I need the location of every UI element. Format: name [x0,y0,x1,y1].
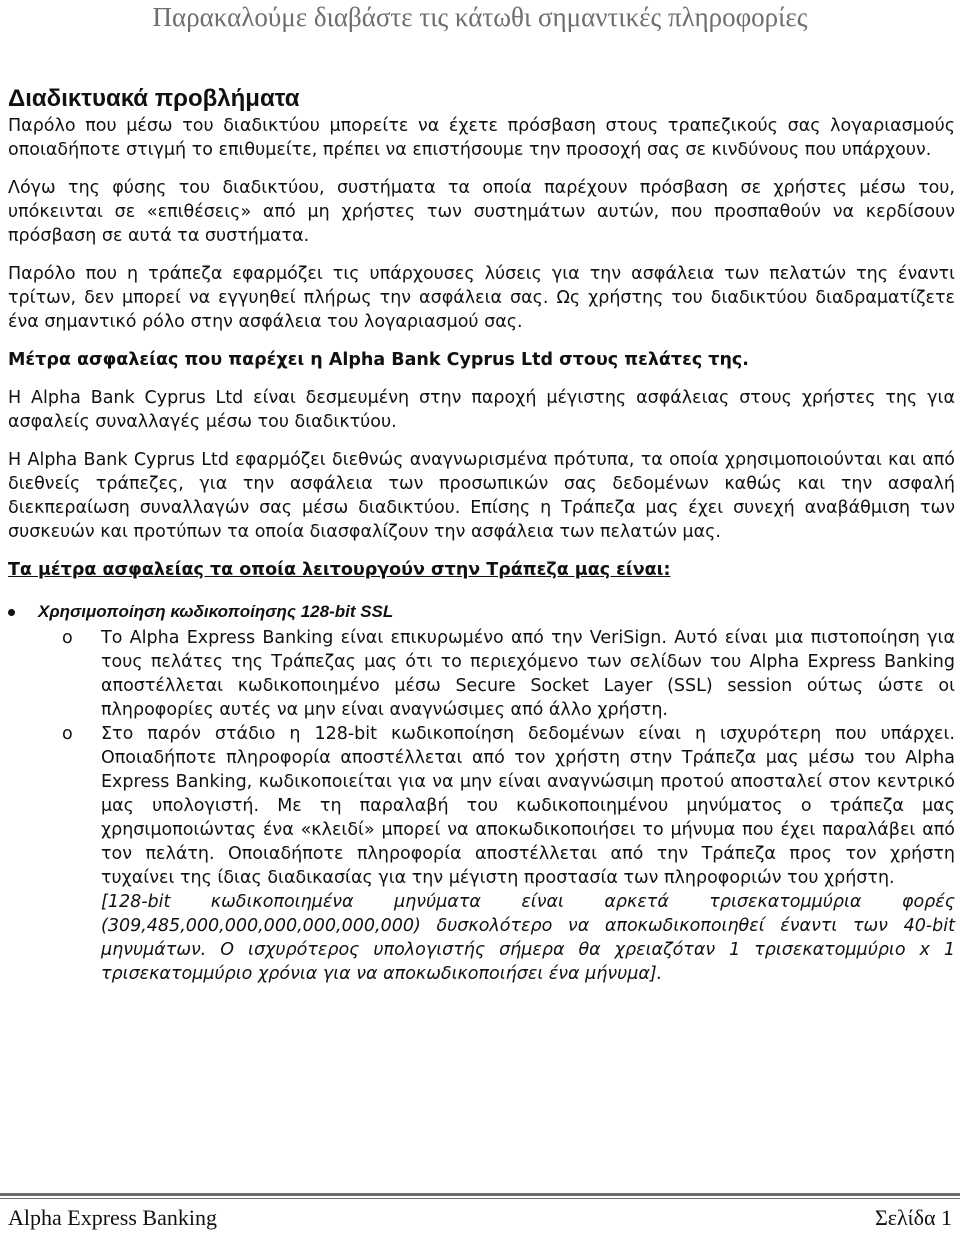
nature-paragraph: Λόγω της φύσης του διαδικτύου, συστήματα τα οποία παρέχουν πρόσβαση σε χρήστες μέσω του, υπόκεινται σε «επιθέσεις» από μη χρήστες των συστημάτων αυτών, που προσπαθούν να κερδίσουν πρόσβαση σε αυτά τα συστήματα. [8,178,955,246]
footer-divider-thin [0,1198,960,1199]
measures-heading: Μέτρα ασφαλείας που παρέχει η Alpha Bank Cyprus Ltd στους πελάτες της. [8,350,749,370]
page-number: Σελίδα 1 [874,1205,952,1230]
document-body [8,84,955,986]
section-heading: Διαδικτυακά προβλήματα [8,85,300,112]
sub-marker-icon: o [62,724,73,744]
sub-item-verisign [8,626,955,722]
sub-marker-icon: o [62,628,73,648]
intro-paragraph: Παρόλο που μέσω του διαδικτύου μπορείτε να έχετε πρόσβαση στους τραπεζικούς σας λογαριασμούς οποιαδήποτε στιγμή το επιθυμείτε, πρέπει να επιστήσουμε την προσοχή σας σε κινδύνους που υπάρχουν. [8,116,955,160]
page-footer [8,1205,952,1231]
page-header: Παρακαλούμε διαβάστε τις κάτωθι σημαντικές πληροφορίες [152,2,808,32]
standards-paragraph: Η Alpha Bank Cyprus Ltd εφαρμόζει διεθνώς αναγνωρισμένα πρότυπα, τα οποία χρησιμοποιούνται και από διεθνείς τράπεζες, για την ασφάλεια των προσωπικών σας δεδομένων καθώς και την ασφαλή διεκπεραίωση συναλλαγών σας μέσω διαδικτύου. Επίσης η Τράπεζα μας έχει συνεχή αναβάθμιση των συσκευών και προτύπων τα οποία διασφαλίζουν την ασφάλεια των πελατών μας. [8,450,955,542]
sub-item-encryption [8,722,955,986]
bullet-title: Χρησιμοποίηση κωδικοποίησης 128-bit SSL [38,602,394,621]
bullet-dot-icon [8,609,15,616]
list-heading: Τα μέτρα ασφαλείας τα οποία λειτουργούν στην Τράπεζα μας είναι: [8,560,671,580]
sub-item-text: Στο παρόν στάδιο η 128-bit κωδικοποίηση δεδομένων είναι η ισχυρότερη που υπάρχει. Οποιαδήποτε πληροφορία αποστέλλεται από τον χρήστη στην Τράπεζα μας μέσω του Alpha Express Banking, κωδικοποιείται για να μην είναι αναγνώσιμη προτού αποσταλεί στον κεντρικό μας υπολογιστή. Με τη παραλαβή του κωδικοποιημένου μηνύματος ο τράπεζα μας χρησιμοποιώντας ένα «κλειδί» μπορεί να αποκωδικοποιήσει το μήνυμα που έχει παραλάβει από τον πελάτη. Οποιαδήποτε πληροφορία αποστέλλεται από την Τράπεζα προς τον χρήστη τυχαίνει της ίδιας διαδικασίας για την μέγιστη προστασία των πληροφοριών του χρήστη. [101,724,955,888]
footer-divider [0,1193,960,1196]
user-role-paragraph: Παρόλο που η τράπεζα εφαρμόζει τις υπάρχουσες λύσεις για την ασφάλεια των πελατών της έναντι τρίτων, δεν μπορεί να εγγυηθεί πλήρως την ασφάλεια σας. Ως χρήστης του διαδικτύου διαδραματίζετε ένα σημαντικό ρόλο στην ασφάλεια του λογαριασμού σας. [8,264,955,332]
bullet-item-ssl [8,600,955,624]
sub-item-text: Το Alpha Express Banking είναι επικυρωμένο από την VeriSign. Αυτό είναι μια πιστοποίηση για τους πελάτες της Τράπεζας μας ότι το περιεχόμενο των σελίδων του Alpha Express Banking αποστέλλεται κωδικοποιημένο μέσω Secure Socket Layer (SSL) session ούτως ώστε οι πληροφορίες αυτές να μην είναι αναγνώσιμες από άλλο χρήστη. [101,628,955,720]
encryption-note: [128-bit κωδικοποιημένα μηνύματα είναι αρκετά τρισεκατομμύρια φορές (309,485,000,000,000,000,000,000) δυσκολότερο να αποκωδικοποιηθεί έναντι των 40-bit μηνυμάτων. Ο ισχυρότερος υπολογιστής σήμερα θα χρειαζόταν 1 τρισεκατομμύριο x 1 τρισεκατομμύριο χρόνια για να αποκωδικοποιήσει ένα μήνυμα]. [101,892,955,984]
footer-title: Alpha Express Banking [8,1205,217,1230]
commitment-paragraph: Η Alpha Bank Cyprus Ltd είναι δεσμευμένη στην παροχή μέγιστης ασφάλειας στους χρήστες της για ασφαλείς συναλλαγές μέσω του διαδικτύου. [8,388,955,432]
